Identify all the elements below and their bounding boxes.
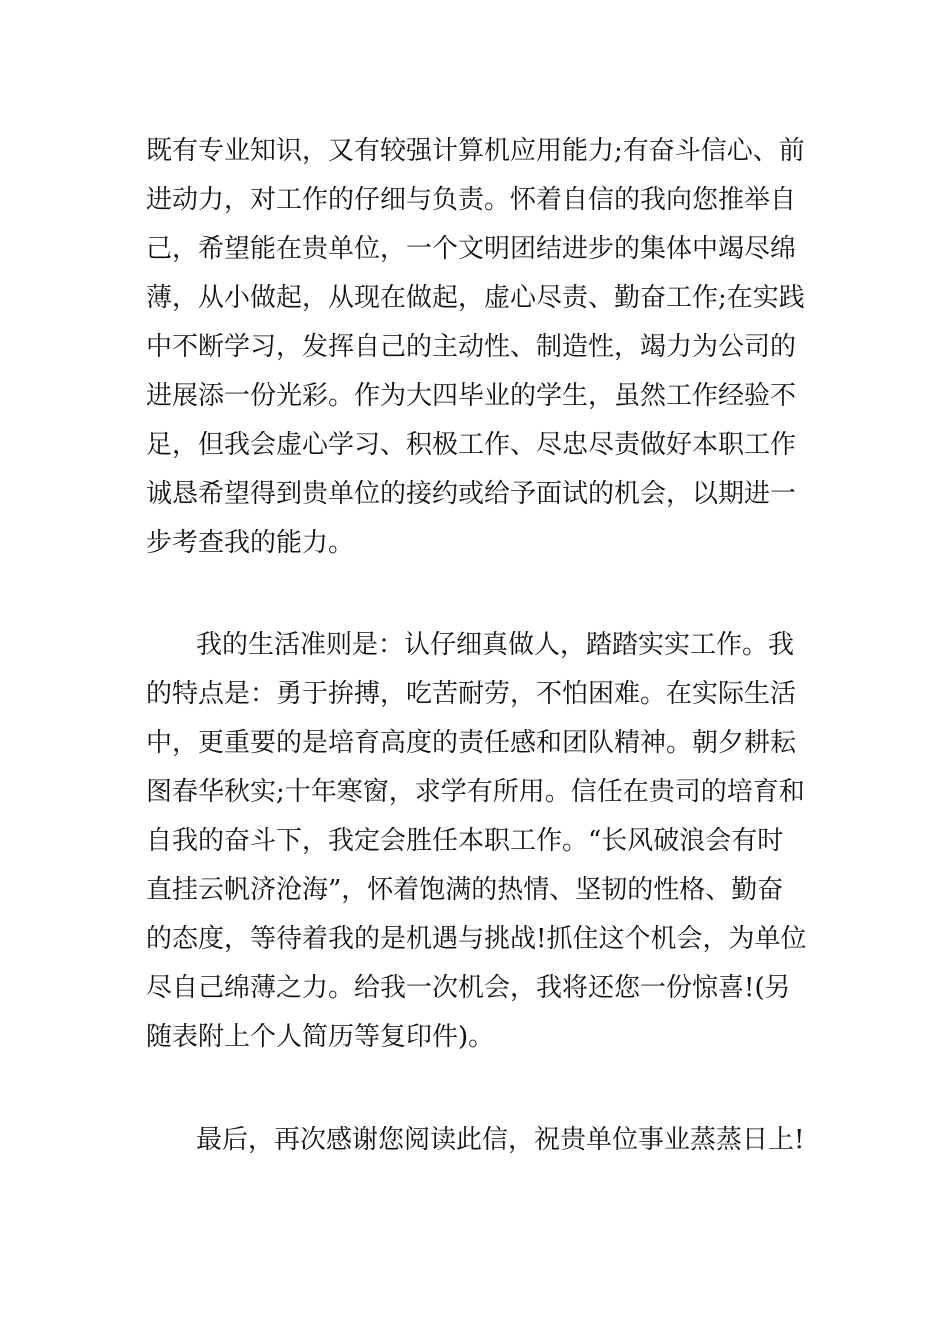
text-line: 己，希望能在贵单位，一个文明团结进步的集体中竭尽绵 bbox=[146, 234, 797, 264]
text-line: 进展添一份光彩。作为大四毕业的学生，虽然工作经验不 bbox=[146, 381, 797, 411]
text-line: 步考查我的能力。 bbox=[146, 528, 355, 558]
text-line: 的特点是：勇于拚搏，吃苦耐劳，不怕困难。在实际生活 bbox=[146, 679, 797, 709]
text-line: 既有专业知识，又有较强计算机应用能力;有奋斗信心、前 bbox=[146, 136, 805, 166]
text-line: 中，更重要的是培育高度的责任感和团队精神。朝夕耕耘 bbox=[146, 728, 797, 758]
text-line: 图春华秋实;十年寒窗，求学有所用。信任在贵司的培育和 bbox=[146, 777, 805, 807]
text-line: 足，但我会虚心学习、积极工作、尽忠尽责做好本职工作 bbox=[146, 430, 797, 460]
text-line: 诚恳希望得到贵单位的接约或给予面试的机会，以期进一 bbox=[146, 479, 797, 509]
text-line: 我的生活准则是：认仔细真做人，踏踏实实工作。我 bbox=[196, 630, 795, 660]
text-line: 最后，再次感谢您阅读此信，祝贵单位事业蒸蒸日上! bbox=[196, 1125, 805, 1155]
text-line: 中不断学习，发挥自己的主动性、制造性，竭力为公司的 bbox=[146, 332, 797, 362]
text-line: 尽自己绵薄之力。给我一次机会，我将还您一份惊喜!(另 bbox=[146, 973, 791, 1003]
text-line: 的态度，等待着我的是机遇与挑战!抓住这个机会，为单位 bbox=[146, 924, 807, 954]
text-line: 薄，从小做起，从现在做起，虚心尽责、勤奋工作;在实践 bbox=[146, 283, 805, 313]
text-line: 直挂云帆济沧海”，怀着饱满的热情、坚韧的性格、勤奋 bbox=[146, 875, 784, 905]
text-line: 自我的奋斗下，我定会胜任本职工作。“长风破浪会有时 bbox=[146, 826, 784, 856]
text-line: 随表附上个人简历等复印件)。 bbox=[146, 1022, 495, 1052]
text-line: 进动力，对工作的仔细与负责。怀着自信的我向您推举自 bbox=[146, 185, 797, 215]
